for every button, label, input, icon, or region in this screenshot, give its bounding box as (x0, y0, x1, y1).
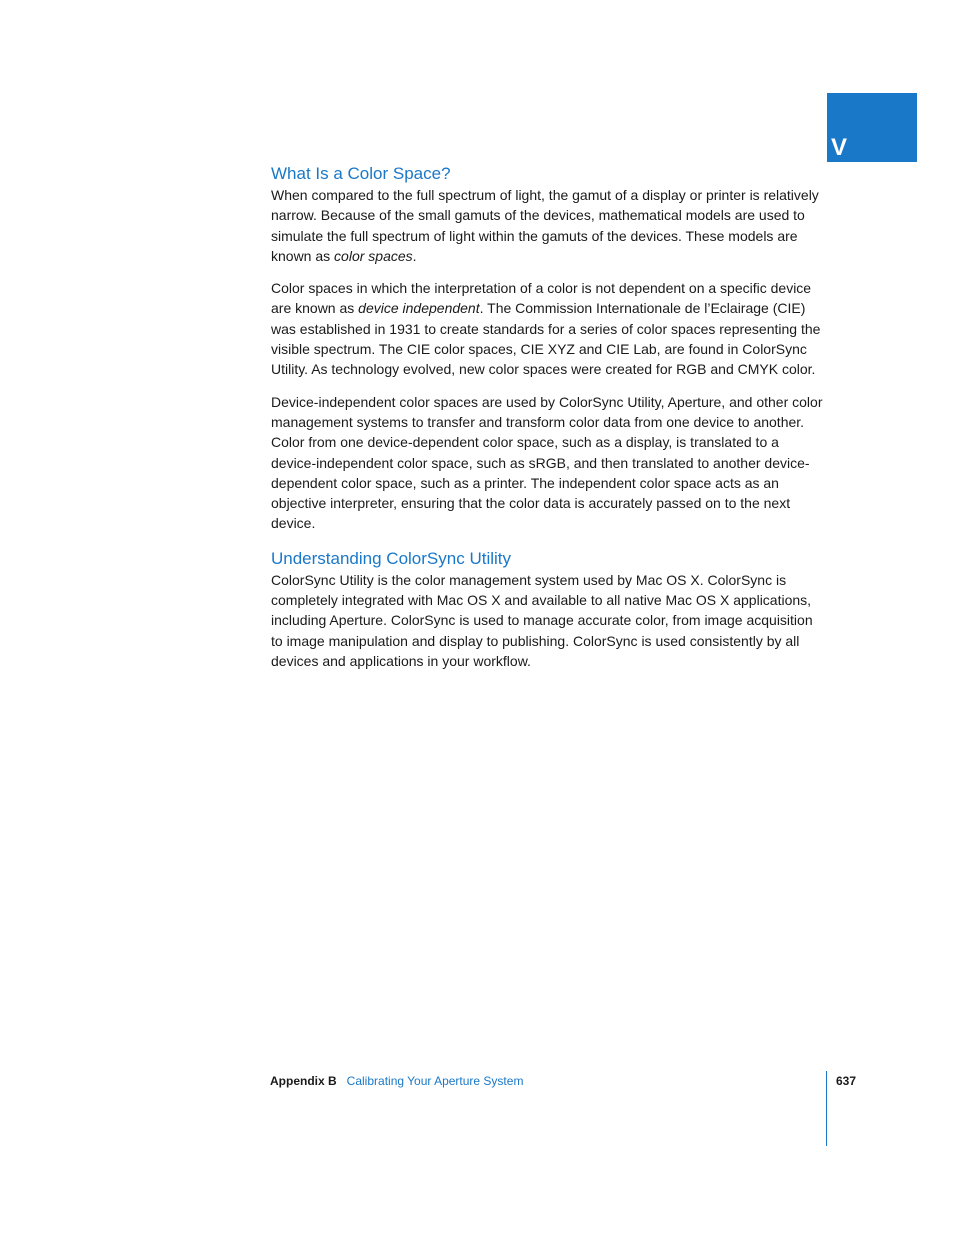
paragraph: ColorSync Utility is the color management system used by Mac OS X. ColorSync is completely integrated with Mac OS X and available to all native Mac OS X applications, including Aperture. ColorSync is used to manage accurate color, from image acquisition to image manipulation and display to publishing. ColorSync is used consistently by all devices and applications in your workflow. (271, 571, 813, 669)
part-tab (827, 93, 917, 162)
section-understanding-colorsync (271, 548, 827, 671)
footer-appendix-label: Appendix B (270, 1074, 337, 1088)
paragraph-text: When compared to the full spectrum of light, the gamut of a display or printer is relatively narrow. Because of the small gamuts of the devices, mathematical models are used to simulate the full spectrum of light within the gamuts of the devices. These models are known as (271, 187, 819, 264)
section-what-is-color-space (271, 163, 827, 534)
emphasis-text: device independent (358, 300, 480, 317)
footer-divider (826, 1071, 827, 1146)
section-heading: Understanding ColorSync Utility (271, 548, 511, 568)
paragraph-text: Color spaces in which the interpretation of a color is not dependent on a specific device are known as (271, 280, 812, 317)
page-footer (270, 1073, 523, 1089)
paragraph (271, 185, 827, 266)
footer-chapter-title: Calibrating Your Aperture System (346, 1074, 524, 1088)
section-heading: What Is a Color Space? (271, 164, 451, 183)
emphasis-text: color spaces (334, 247, 413, 264)
paragraph: Device-independent color spaces are used by ColorSync Utility, Aperture, and other color management systems to transfer and transform color data from one device to another. Color from one device-dependent color space, such as a display, is translated to a device-independent color space, such as sRGB, and then translated to another device-dependent color space, such as a printer. The independent color space acts as an objective interpreter, ensuring that the color data is accurately passed on to the next device. (271, 393, 823, 532)
part-tab-letter: V (831, 134, 848, 161)
paragraph-text: . The Commission Internationale de l’Eclairage (CIE) was established in 1931 to create standards for a series of color spaces representing the visible spectrum. The CIE color spaces, CIE XYZ and CIE Lab, are found in ColorSync Utility. As technology evolved, new color spaces were created for RGB and CMYK color. (271, 300, 821, 378)
paragraph (271, 278, 827, 379)
page-content (271, 163, 827, 683)
page-number: 637 (836, 1074, 857, 1088)
paragraph-text: . (412, 247, 417, 264)
